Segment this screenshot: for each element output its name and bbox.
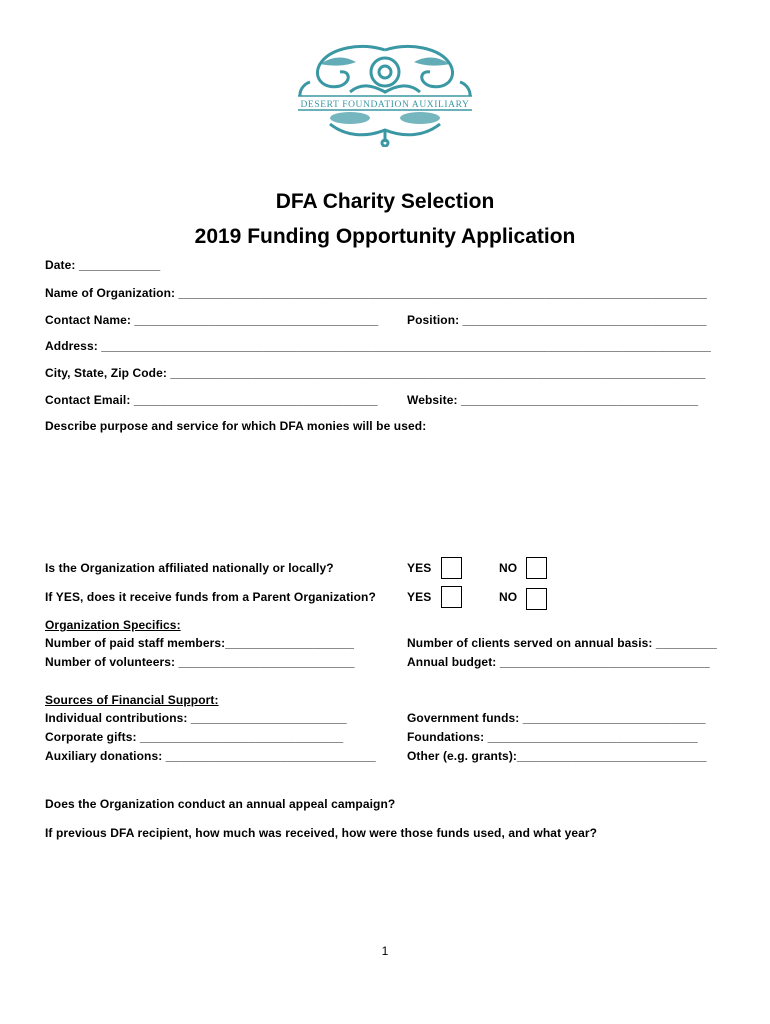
city-state-zip-field[interactable]: City, State, Zip Code: _______________________________________________________________________________	[45, 366, 706, 380]
parent-funds-yes-label: YES	[407, 590, 432, 604]
clients-served-field[interactable]: Number of clients served on annual basis: _________	[407, 636, 717, 650]
paid-staff-field[interactable]: Number of paid staff members:___________________	[45, 636, 354, 650]
parent-funds-no-checkbox[interactable]	[526, 588, 547, 610]
parent-funds-question: If YES, does it receive funds from a Parent Organization?	[45, 590, 376, 604]
government-funds-field[interactable]: Government funds: ___________________________	[407, 711, 706, 725]
corporate-gifts-field[interactable]: Corporate gifts: ______________________________	[45, 730, 344, 744]
affiliated-yes-label: YES	[407, 561, 432, 575]
logo-text: DESERT FOUNDATION AUXILIARY	[300, 100, 470, 110]
date-field[interactable]: Date: ____________	[45, 258, 161, 272]
individual-contributions-field[interactable]: Individual contributions: _______________________	[45, 711, 347, 725]
page-subtitle: 2019 Funding Opportunity Application	[194, 225, 576, 248]
contact-name-field[interactable]: Contact Name: ____________________________________	[45, 313, 379, 327]
purpose-description-label: Describe purpose and service for which DFA monies will be used:	[45, 419, 427, 433]
address-field[interactable]: Address: __________________________________________________________________________________________	[45, 339, 711, 353]
page-title: DFA Charity Selection	[275, 190, 495, 213]
position-field[interactable]: Position: ____________________________________	[407, 313, 707, 327]
affiliated-no-checkbox[interactable]	[526, 557, 547, 579]
affiliated-yes-checkbox[interactable]	[441, 557, 462, 579]
volunteers-field[interactable]: Number of volunteers: __________________________	[45, 655, 355, 669]
affiliated-no-label: NO	[499, 561, 518, 575]
organization-name-field[interactable]: Name of Organization: ______________________________________________________________________________	[45, 286, 707, 300]
page-number: 1	[381, 944, 389, 958]
annual-appeal-question: Does the Organization conduct an annual appeal campaign?	[45, 797, 396, 811]
other-grants-field[interactable]: Other (e.g. grants):____________________________	[407, 749, 707, 763]
affiliated-question: Is the Organization affiliated nationally or locally?	[45, 561, 334, 575]
annual-budget-field[interactable]: Annual budget: _______________________________	[407, 655, 710, 669]
auxiliary-donations-field[interactable]: Auxiliary donations: _______________________________	[45, 749, 376, 763]
website-field[interactable]: Website: ___________________________________	[407, 393, 699, 407]
parent-funds-yes-checkbox[interactable]	[441, 586, 462, 608]
financial-support-heading: Sources of Financial Support:	[45, 693, 219, 707]
dfa-logo	[290, 42, 480, 147]
foundations-field[interactable]: Foundations: _______________________________	[407, 730, 698, 744]
previous-recipient-question: If previous DFA recipient, how much was received, how were those funds used, and what year?	[45, 826, 598, 840]
contact-email-field[interactable]: Contact Email: ____________________________________	[45, 393, 378, 407]
org-specifics-heading: Organization Specifics:	[45, 618, 181, 632]
parent-funds-no-label: NO	[499, 590, 518, 604]
